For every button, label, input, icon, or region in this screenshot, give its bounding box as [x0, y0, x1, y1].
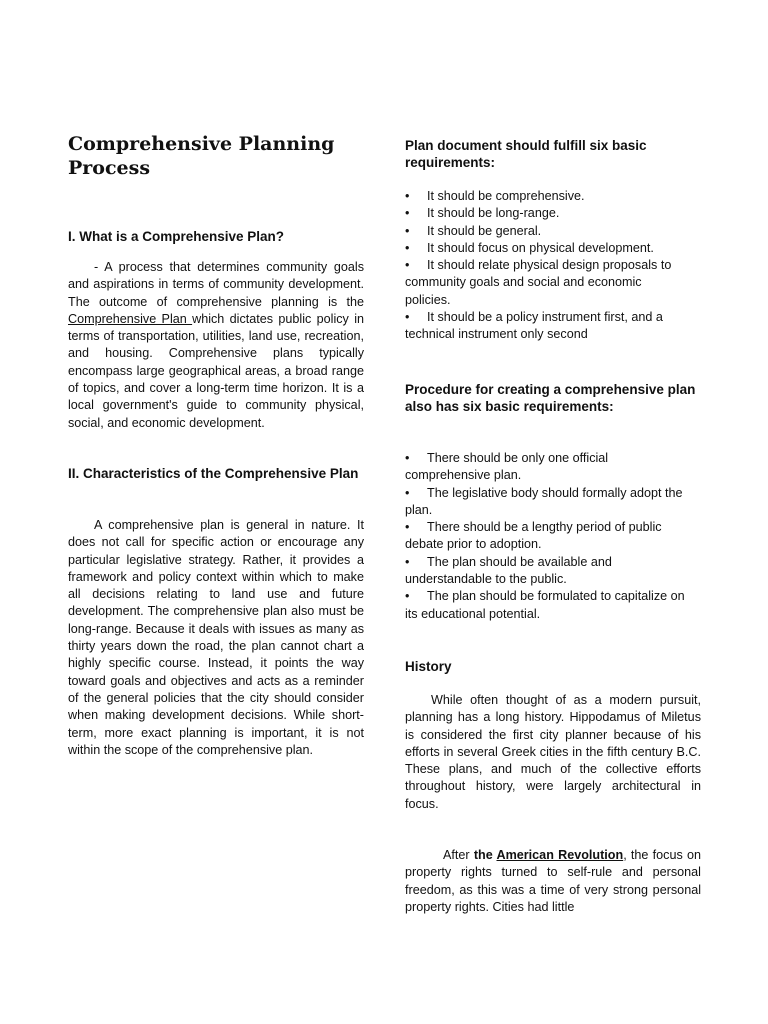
- requirements-list: [405, 188, 690, 344]
- requirement-item: [405, 223, 690, 240]
- section-1-text-a: - A process that determines community goals and aspirations in terms of community development. The outcome of comprehensive planning is the: [68, 260, 364, 309]
- procedure-item-text: The plan should be available and understandable to the public.: [405, 554, 612, 587]
- bullet-icon: •: [405, 520, 410, 535]
- requirement-item-text: It should be general.: [427, 223, 542, 238]
- requirement-item-text: It should focus on physical development.: [427, 240, 654, 255]
- procedure-item: [405, 450, 690, 485]
- procedure-heading: Procedure for creating a comprehensive plan also has six basic requirements:: [405, 382, 696, 414]
- history-heading: History: [405, 659, 452, 674]
- bullet-icon: •: [405, 310, 410, 325]
- bullet-icon: •: [405, 189, 410, 203]
- procedure-item: [405, 485, 690, 520]
- revolution-bold: the: [473, 848, 497, 862]
- bullet-icon: •: [405, 258, 410, 273]
- requirement-item-text: It should relate physical design proposals to community goals and social and economic policies.: [405, 258, 672, 307]
- bullet-icon: •: [405, 451, 410, 465]
- section-1-paragraph: [68, 259, 364, 432]
- bullet-icon: •: [405, 589, 410, 604]
- bullet-icon: •: [405, 554, 410, 569]
- revolution-paragraph: [405, 847, 701, 916]
- requirement-item: [405, 205, 690, 222]
- procedure-item: [405, 588, 690, 623]
- procedure-item: [405, 554, 690, 589]
- requirement-item: [405, 257, 690, 309]
- american-revolution-link[interactable]: American Revolution: [496, 848, 624, 862]
- section-2-heading: II. Characteristics of the Comprehensive Plan: [68, 466, 359, 481]
- section-1-text-b: which dictates public policy in terms of transportation, utilities, land use, recreation, and housing. Comprehensive plans typically encompass large geographical areas, a broad range of topics, and cover a long-term time horizon. It is a local government's guide to community physical, social, and economic development.: [68, 311, 365, 430]
- procedure-item: [405, 519, 690, 554]
- bullet-icon: •: [405, 240, 410, 255]
- requirement-item: [405, 188, 690, 205]
- history-paragraph: While often thought of as a modern pursuit, planning has a long history. Hippodamus of Miletus is considered the first city planner because of his efforts in several Greek cities in the fifth century B.C. These plans, and much of the collective efforts throughout history, were largely architectural in focus.: [405, 693, 701, 811]
- procedure-item-text: The plan should be formulated to capitalize on its educational potential.: [405, 589, 685, 621]
- requirement-item: [405, 309, 690, 344]
- revolution-lead: After: [443, 848, 474, 862]
- section-1-heading: I. What is a Comprehensive Plan?: [68, 229, 285, 244]
- requirement-item: [405, 240, 690, 257]
- requirement-item-text: It should be long-range.: [427, 206, 560, 221]
- procedure-item-text: There should be a lengthy period of public debate prior to adoption.: [405, 520, 662, 552]
- procedure-item-text: There should be only one official comprehensive plan.: [405, 451, 609, 483]
- requirement-item-text: It should be comprehensive.: [427, 189, 585, 203]
- section-2-paragraph: A comprehensive plan is general in nature. It does not call for specific action or encourage any particular legislative strategy. Rather, it provides a framework and policy context within which to make all decisions relating to land use and future development. The comprehensive plan also must be long-range. Because it deals with issues as many as thirty years down the road, the plan cannot chart a highly specific course. Instead, it points the way toward goals and objectives and acts as a reminder of the general policies that the city should consider when making development decisions. While short-term, more exact planning is important, it is not within the scope of the comprehensive plan.: [68, 518, 364, 757]
- bullet-icon: •: [405, 485, 410, 500]
- bullet-icon: •: [405, 223, 410, 238]
- page-title: Comprehensive Planning Process: [68, 133, 335, 179]
- procedure-list: [405, 450, 690, 623]
- procedure-item-text: The legislative body should formally adopt the plan.: [405, 485, 683, 517]
- bullet-icon: •: [405, 206, 410, 221]
- comprehensive-plan-link[interactable]: Comprehensive Plan: [68, 311, 193, 326]
- revolution-rest: , the focus on property rights turned to self-rule and personal freedom, as this was a time of very strong personal property rights. Cities had little: [405, 848, 701, 914]
- requirements-heading: Plan document should fulfill six basic requirements:: [405, 138, 647, 170]
- requirement-item-text: It should be a policy instrument first, and a technical instrument only second: [405, 310, 663, 342]
